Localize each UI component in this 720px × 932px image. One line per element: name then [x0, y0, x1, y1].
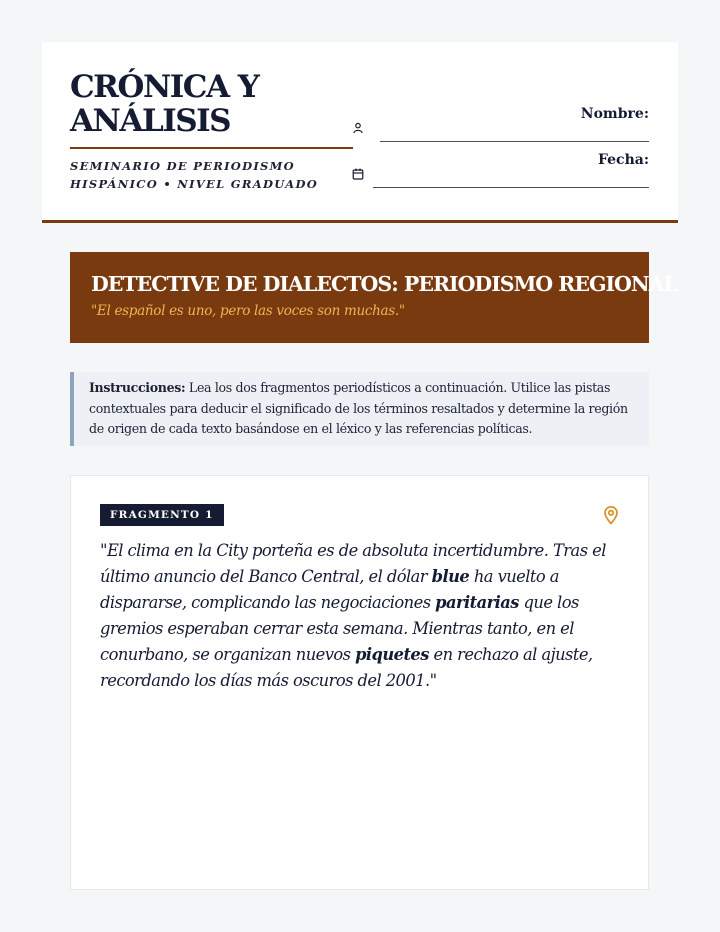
instructions-label: Instrucciones: — [89, 380, 186, 395]
fragment-tag: FRAGMENTO 1 — [100, 504, 224, 526]
activity-quote: "El español es uno, pero las voces son muchas." — [91, 303, 405, 319]
user-icon — [352, 119, 364, 131]
fragment-text-segment: ha vuelto a dispararse, complicando las negociaciones — [100, 567, 559, 612]
highlighted-term: paritarias — [435, 593, 519, 612]
fragment-text-segment: "El clima en la City porteña es de absoluta incertidumbre. Tras el último anuncio del Banco Central, el dólar — [100, 541, 606, 586]
highlighted-term: blue — [431, 567, 470, 586]
worksheet-header — [42, 42, 678, 223]
fragment-text-segment: que los gremios esperaban cerrar esta semana. Mientras tanto, en el conurbano, se organizan nuevos — [100, 593, 579, 664]
page-title: CRÓNICA Y ANÁLISIS — [70, 69, 259, 139]
highlighted-term: piquetes — [355, 645, 429, 664]
fragment-card — [70, 475, 649, 890]
title-divider — [70, 147, 353, 149]
instructions-box — [70, 372, 649, 446]
name-label: Nombre: — [580, 106, 649, 122]
activity-banner — [70, 252, 677, 343]
page-subtitle: SEMINARIO DE PERIODISMO HISPÁNICO • NIVEL GRADUADO — [70, 159, 319, 191]
date-field[interactable] — [373, 187, 649, 188]
instructions-text: Lea los dos fragmentos periodísticos a continuación. Utilice las pistas contextuales para deducir el significado de los términos resaltados y determine la región de origen de cada texto basándose en el léxico y las referencias políticas. — [89, 380, 628, 436]
fragment-text-segment: en rechazo al ajuste, recordando los días más oscuros del 2001." — [100, 645, 593, 690]
calendar-icon — [352, 165, 364, 177]
fragment-text — [100, 538, 620, 694]
name-field[interactable] — [380, 141, 649, 142]
map-pin-icon — [602, 505, 620, 525]
date-label: Fecha: — [597, 152, 649, 168]
activity-title: DETECTIVE DE DIALECTOS: PERIODISMO REGIONAL — [91, 272, 677, 296]
